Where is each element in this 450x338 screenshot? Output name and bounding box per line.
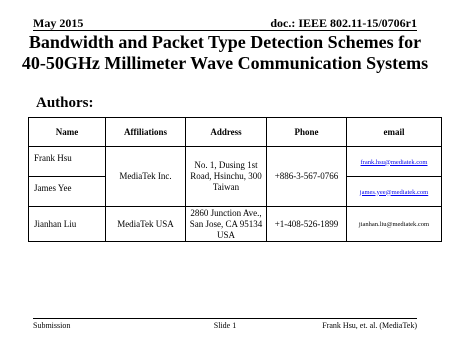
author-email-link[interactable]: james.yee@mediatek.com — [359, 188, 429, 196]
column-header-name: Name — [29, 118, 106, 147]
author-affiliation: MediaTek USA — [106, 207, 186, 242]
header-date: May 2015 — [33, 16, 84, 30]
table-header-row — [29, 118, 442, 147]
author-name: Jianhan Liu — [29, 207, 106, 242]
column-header-phone: Phone — [267, 118, 347, 147]
table-row — [29, 207, 442, 242]
author-address: 2860 Junction Ave., San Jose, CA 95134 USA — [186, 207, 267, 242]
column-header-affiliations: Affiliations — [106, 118, 186, 147]
footer-submission: Submission — [33, 321, 71, 330]
author-name: Frank Hsu — [29, 147, 106, 177]
author-email-cell — [347, 207, 442, 242]
slide-title: Bandwidth and Packet Type Detection Schemes for 40-50GHz Millimeter Wave Communication Systems — [21, 32, 429, 73]
author-name: James Yee — [29, 177, 106, 207]
table-row — [29, 147, 442, 177]
header-divider — [33, 30, 417, 31]
author-email-link[interactable]: frank.hsu@mediatek.com — [360, 158, 428, 166]
author-phone: +886-3-567-0766 — [267, 147, 347, 207]
author-phone: +1-408-526-1899 — [267, 207, 347, 242]
authors-table — [28, 117, 442, 242]
author-email-cell — [347, 177, 442, 207]
author-address: No. 1, Dusing 1st Road, Hsinchu, 300 Taiwan — [186, 147, 267, 207]
authors-heading: Authors: — [36, 95, 94, 111]
author-affiliation: MediaTek Inc. — [106, 147, 186, 207]
column-header-address: Address — [186, 118, 267, 147]
column-header-email: email — [347, 118, 442, 147]
author-email-cell — [347, 147, 442, 177]
footer-divider — [33, 318, 417, 319]
author-email: jianhan.liu@mediatek.com — [358, 221, 430, 228]
header-doc-id: doc.: IEEE 802.11-15/0706r1 — [270, 16, 417, 30]
footer-slide-number: Slide 1 — [213, 321, 237, 330]
footer-authors: Frank Hsu, et. al. (MediaTek) — [322, 321, 417, 330]
